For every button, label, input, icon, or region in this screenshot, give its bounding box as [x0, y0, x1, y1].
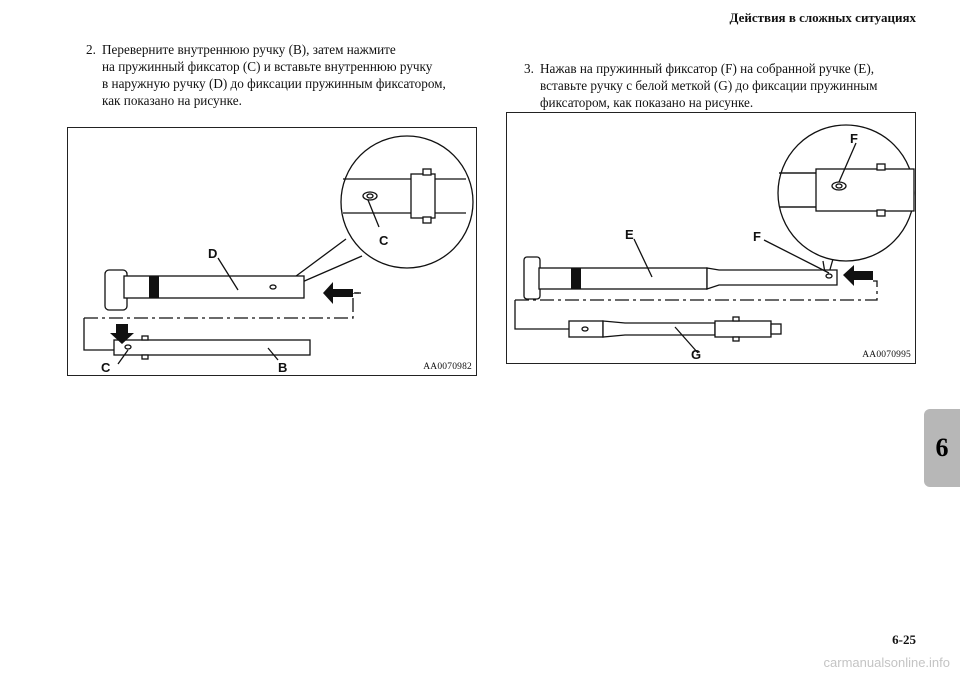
figure-handle-assembly-step-3: [506, 112, 916, 364]
figure-code: AA0070982: [423, 362, 472, 372]
step-number: 3.: [524, 61, 534, 76]
step-2-line-2: на пружинный фиксатор (C) и вставьте внутреннюю ручку: [102, 59, 433, 74]
chapter-tab: [924, 409, 960, 487]
step-2-line-1: Переверните внутреннюю ручку (B), затем нажмите: [102, 42, 396, 57]
step-3-line-2: вставьте ручку с белой меткой (G) до фиксации пружинным: [540, 78, 878, 93]
label-b: B: [278, 360, 288, 375]
label-e: E: [625, 227, 634, 242]
handle-illustration-2: [507, 113, 915, 363]
detail-zoom-circle: [341, 136, 473, 268]
label-g: G: [691, 347, 702, 362]
step-3-line-3: фиксатором, как показано на рисунке.: [540, 95, 754, 110]
page-header-title: Действия в сложных ситуациях: [729, 10, 916, 25]
step-2-line-4: как показано на рисунке.: [102, 93, 242, 108]
step-3-line-1: Нажав на пружинный фиксатор (F) на собранной ручке (E),: [540, 61, 875, 76]
label-c: C: [101, 360, 111, 375]
handle-illustration-1: [68, 128, 476, 375]
watermark: carmanualsonline.info: [823, 655, 950, 670]
label-c-zoom: C: [379, 233, 389, 248]
label-f: F: [753, 229, 761, 244]
instruction-step-3: [524, 60, 878, 111]
step-2-line-3: в наружную ручку (D) до фиксации пружинным фиксатором,: [102, 76, 446, 91]
page-number: 6-25: [892, 632, 916, 647]
label-f-zoom: F: [850, 131, 858, 146]
figure-handle-assembly-step-2: [67, 127, 477, 376]
figure-code: AA0070995: [862, 350, 911, 360]
step-number: 2.: [86, 42, 96, 57]
instruction-step-2: [86, 41, 446, 109]
chapter-number: 6: [935, 433, 949, 462]
label-d: D: [208, 246, 218, 261]
